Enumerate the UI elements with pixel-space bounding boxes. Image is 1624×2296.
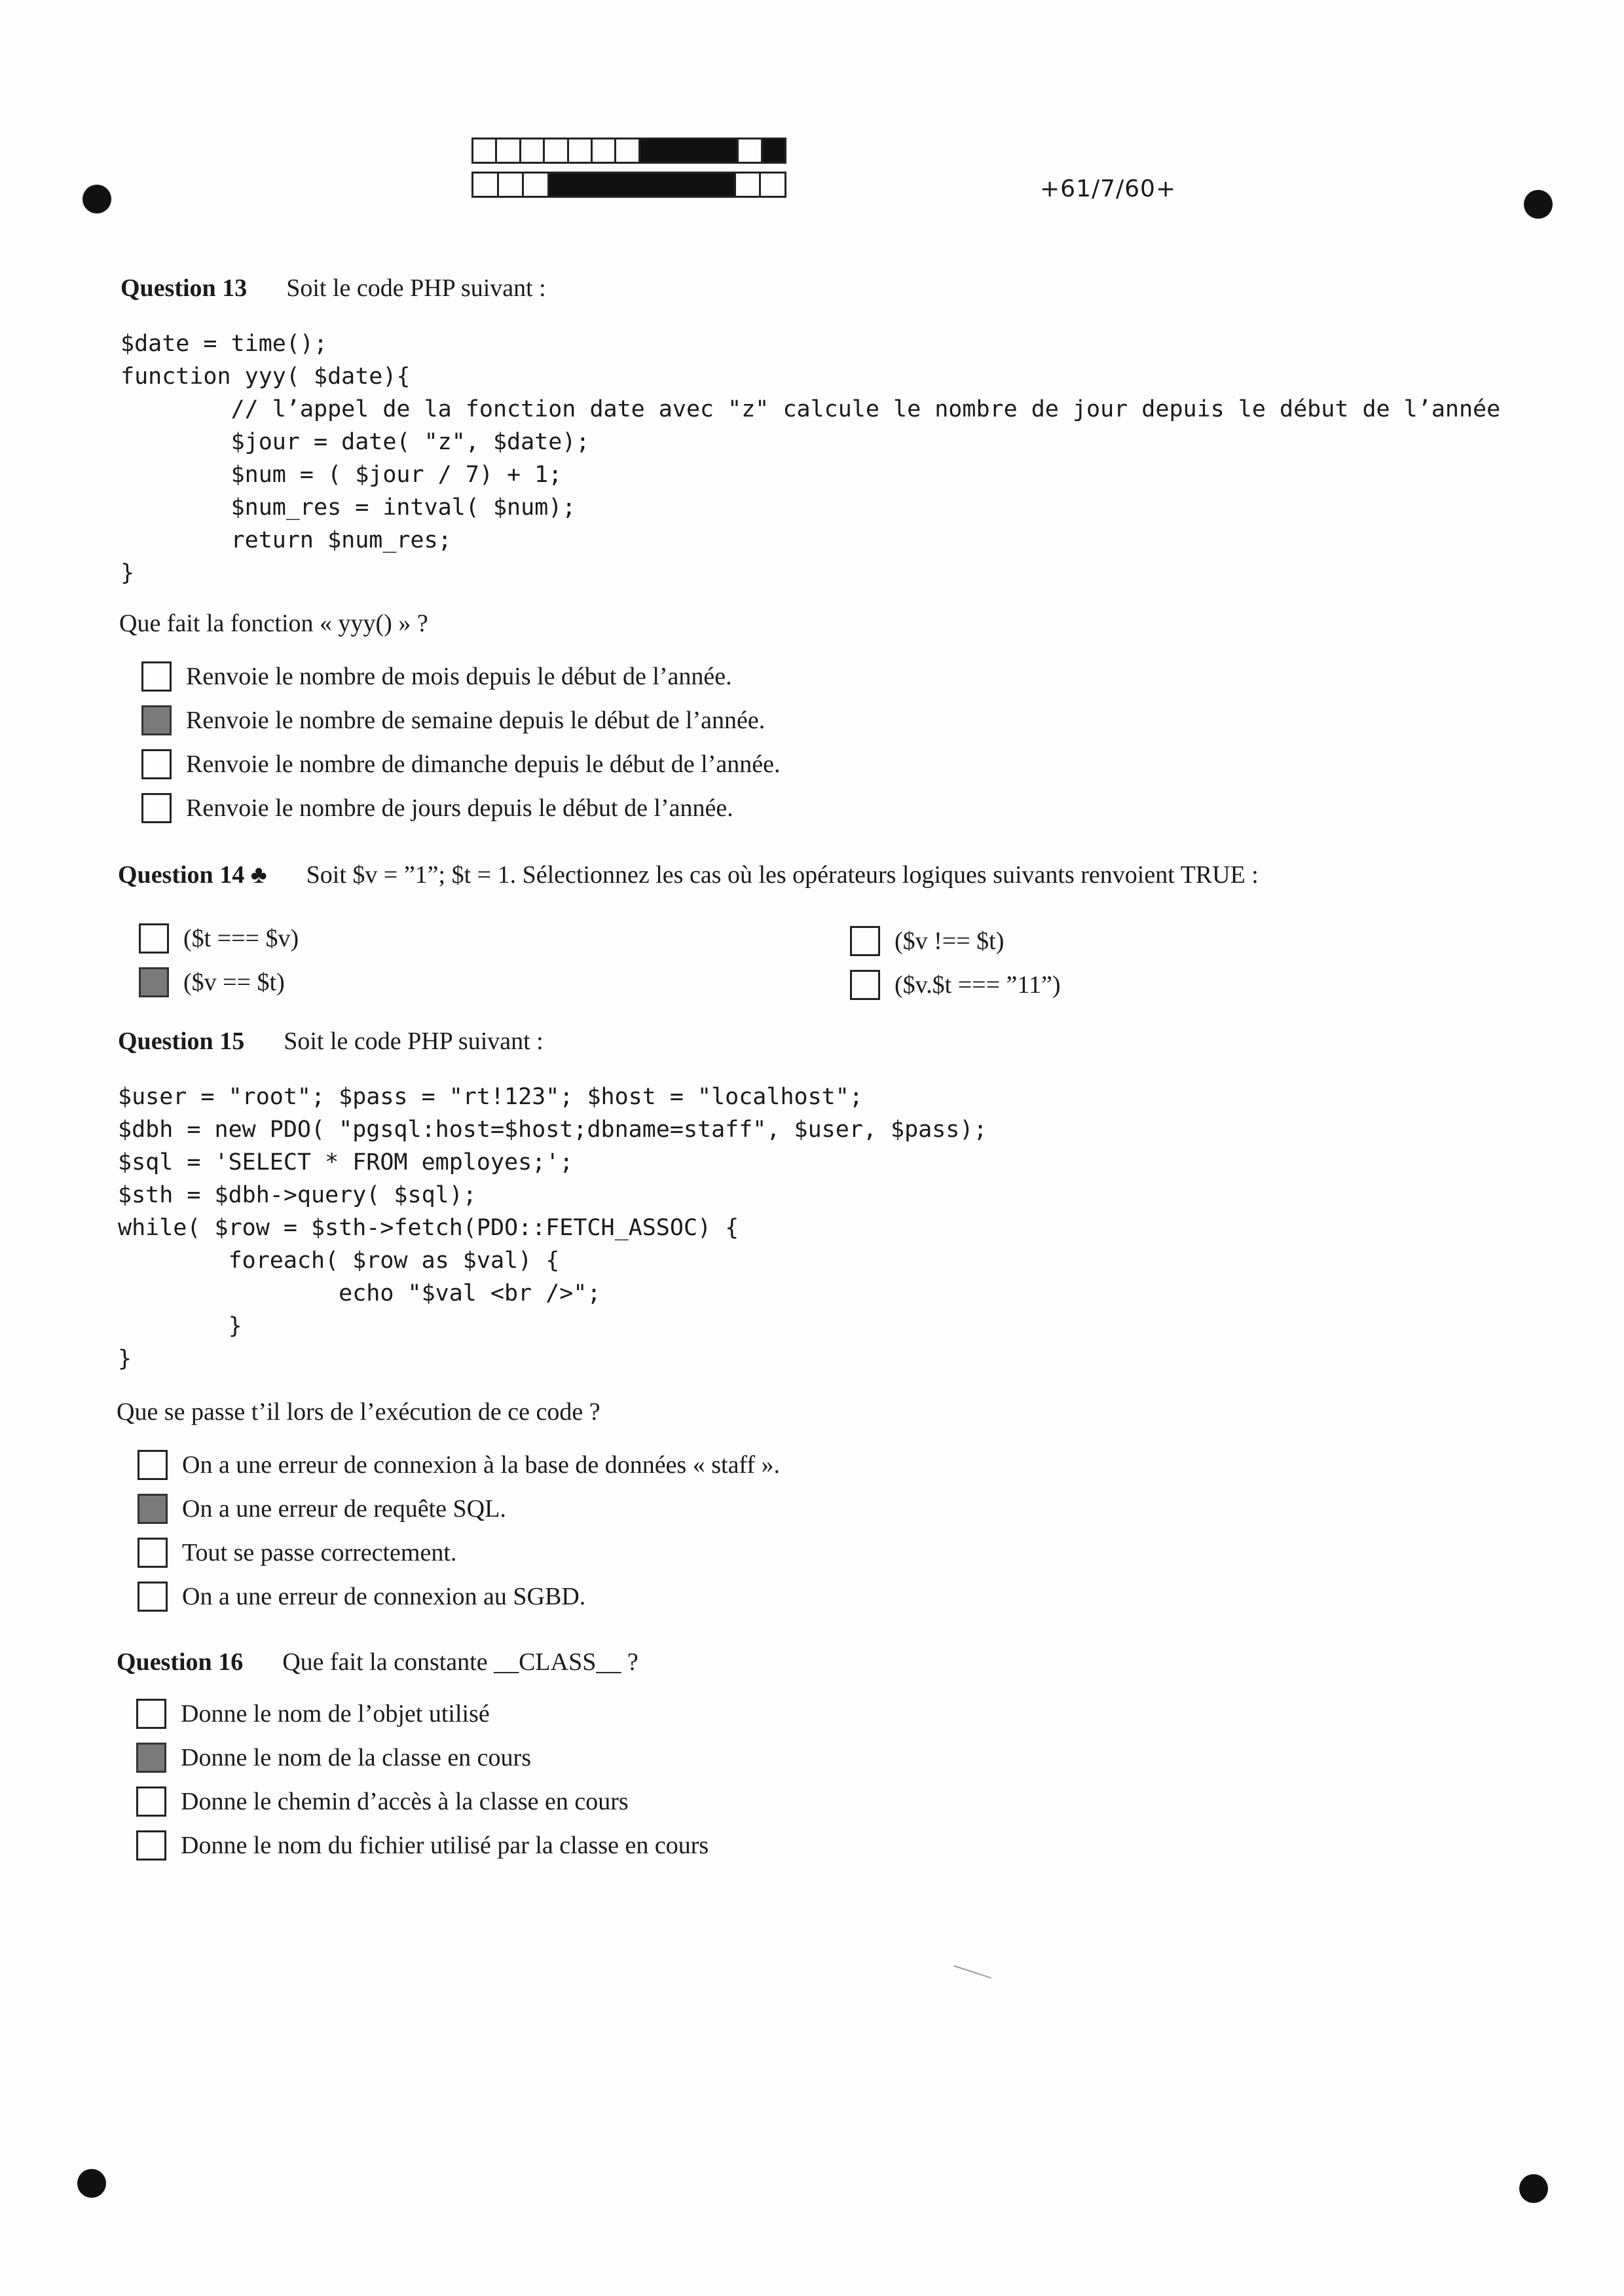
question-13-header [120, 274, 546, 303]
option-label: Renvoie le nombre de dimanche depuis le début de l’année. [186, 750, 781, 778]
q16-option-2[interactable] [136, 1743, 531, 1773]
q13-option-4[interactable] [141, 793, 733, 823]
q14-option-4[interactable] [850, 970, 1061, 1000]
question-number: Question 14 ♣ [118, 861, 267, 889]
checkbox-checked[interactable] [141, 705, 172, 735]
option-label: Donne le nom de l’objet utilisé [181, 1700, 490, 1728]
checkbox[interactable] [136, 1787, 166, 1817]
code-block-q13: $date = time(); function yyy( $date){ // l’appel de la fonction date avec "z" calcule le nombre de jour depuis le début de l’année $jour = date( "z", $date); $num = ( $jour / 7) + 1; $num_res = intval( $num); return $num_res; } [120, 331, 1501, 586]
question-14-header [118, 861, 1259, 889]
scan-stray-mark [953, 1965, 991, 1978]
question-15-header [118, 1027, 544, 1056]
checkbox[interactable] [138, 1450, 168, 1480]
question-title: Que fait la constante __CLASS__ ? [282, 1648, 638, 1676]
option-label: ($v.$t === ”11”) [895, 971, 1061, 999]
checkbox[interactable] [138, 1582, 168, 1612]
question-title: Soit le code PHP suivant : [286, 274, 546, 302]
option-label: Tout se passe correctement. [182, 1539, 457, 1566]
registration-mark-bottom-left [77, 2169, 106, 2198]
checkbox[interactable] [139, 923, 169, 954]
q14-option-3[interactable] [850, 926, 1004, 956]
option-label: ($v !== $t) [895, 927, 1005, 955]
page-identifier: +61/7/60+ [1040, 176, 1177, 202]
question-13-prompt: Que fait la fonction « yyy() » ? [119, 610, 428, 637]
option-label: On a une erreur de connexion à la base de données « staff ». [182, 1451, 781, 1479]
q15-option-4[interactable] [138, 1582, 585, 1612]
option-label: ($t === $v) [183, 925, 299, 952]
checkbox[interactable] [141, 793, 172, 823]
q13-option-3[interactable] [141, 749, 780, 779]
q15-option-1[interactable] [138, 1450, 780, 1480]
checkbox-checked[interactable] [136, 1743, 166, 1773]
question-title: Soit $v = ”1”; $t = 1. Sélectionnez les cas où les opérateurs logiques suivants renvoient TRUE : [306, 861, 1259, 889]
option-label: On a une erreur de connexion au SGBD. [182, 1583, 586, 1610]
question-number: Question 16 [117, 1648, 244, 1676]
checkbox[interactable] [850, 926, 880, 956]
option-label: Donne le nom du fichier utilisé par la classe en cours [181, 1832, 709, 1859]
checkbox[interactable] [136, 1830, 166, 1861]
checkbox[interactable] [141, 661, 172, 692]
id-barcode-top [471, 138, 784, 164]
registration-mark-top-right [1524, 190, 1553, 219]
option-label: On a une erreur de requête SQL. [182, 1495, 506, 1523]
option-label: Renvoie le nombre de semaine depuis le début de l’année. [186, 707, 766, 734]
question-title: Soit le code PHP suivant : [284, 1028, 544, 1055]
q15-option-3[interactable] [138, 1538, 456, 1568]
checkbox[interactable] [136, 1699, 166, 1729]
option-label: Donne le nom de la classe en cours [181, 1744, 531, 1771]
q16-option-1[interactable] [136, 1699, 490, 1729]
checkbox[interactable] [850, 970, 880, 1000]
registration-mark-bottom-right [1519, 2174, 1548, 2203]
option-label: ($v == $t) [183, 969, 285, 996]
option-label: Renvoie le nombre de jours depuis le début de l’année. [186, 794, 733, 822]
q14-option-1[interactable] [139, 923, 299, 954]
registration-mark-top-left [83, 185, 111, 213]
checkbox[interactable] [138, 1538, 168, 1568]
q13-option-1[interactable] [141, 661, 732, 692]
question-16-header [117, 1648, 638, 1676]
question-15-prompt: Que se passe t’il lors de l’exécution de ce code ? [117, 1398, 600, 1426]
checkbox[interactable] [141, 749, 172, 779]
q15-option-2[interactable] [138, 1494, 506, 1524]
q14-option-2[interactable] [139, 967, 285, 997]
question-number: Question 15 [118, 1028, 245, 1055]
q16-option-3[interactable] [136, 1787, 629, 1817]
option-label: Donne le chemin d’accès à la classe en cours [181, 1788, 629, 1815]
q16-option-4[interactable] [136, 1830, 709, 1861]
code-block-q15: $user = "root"; $pass = "rt!123"; $host = "localhost"; $dbh = new PDO( "pgsql:host=$host;dbname=staff", $user, $pass); $sql = 'SELECT * FROM employes;'; $sth = $dbh->query( $sql); while( $row = $sth->fetch(PDO::FETCH_ASSOC) { foreach( $row as $val) { echo "$val <br />"; } } [118, 1084, 987, 1372]
checkbox-checked[interactable] [138, 1494, 168, 1524]
q13-option-2[interactable] [141, 705, 765, 735]
id-barcode-bottom [471, 172, 784, 198]
question-number: Question 13 [120, 274, 248, 302]
option-label: Renvoie le nombre de mois depuis le début de l’année. [186, 663, 732, 690]
checkbox-checked[interactable] [139, 967, 169, 997]
